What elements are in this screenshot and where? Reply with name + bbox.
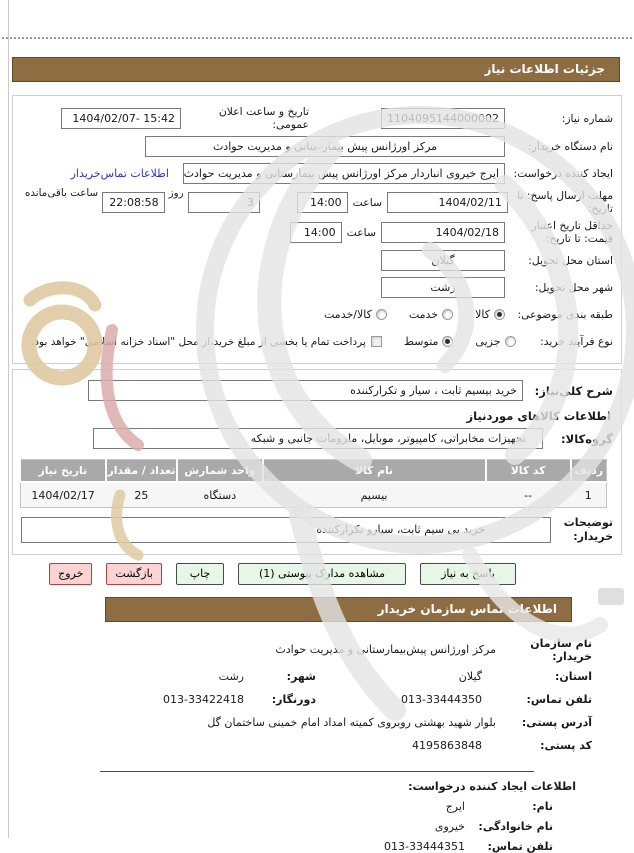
postal-code-value	[316, 739, 496, 752]
need-number-field[interactable]	[381, 108, 505, 129]
row-need-number	[21, 105, 613, 132]
goods-table	[19, 459, 607, 508]
process-option-medium[interactable]	[404, 335, 454, 348]
radio-goods-label: کالا	[475, 308, 490, 322]
need-number-label: شماره نیاز:	[561, 111, 613, 125]
row-first-name	[10, 800, 553, 813]
row-goods-group	[21, 427, 613, 451]
need-description-label: شرح کلی‌نیاز:	[534, 383, 613, 398]
header-item-name: نام کالا	[263, 459, 486, 482]
print-button[interactable]: چاپ	[176, 563, 224, 585]
first-name-value: ایرج	[445, 799, 465, 813]
buyer-contact-section	[0, 622, 634, 762]
row-request-creator	[21, 162, 613, 186]
classification-option-goods-service[interactable]	[324, 308, 387, 321]
row-postal-code	[10, 737, 592, 755]
request-creator-section	[0, 780, 634, 853]
reply-deadline-hour-value: 14:00	[309, 195, 342, 209]
header-quantity: تعداد / مقدار	[106, 459, 177, 482]
row-province-city	[10, 668, 592, 686]
goods-info-panel	[12, 369, 622, 555]
last-name-label: نام خانوادگی:	[478, 819, 553, 833]
reply-deadline-hour-field[interactable]	[297, 192, 348, 213]
reply-deadline-hour-label: ساعت	[352, 195, 383, 209]
goods-table-header-row	[20, 459, 607, 482]
first-name-label: نام:	[532, 799, 553, 813]
header-count-unit: واحد شمارش	[177, 459, 262, 482]
org-name-label: نام سازمان خریدار:	[530, 636, 592, 663]
exit-button[interactable]: خروج	[49, 563, 92, 585]
header-item-code: کد کالا	[486, 459, 571, 482]
price-validity-date-field[interactable]	[381, 222, 505, 243]
back-button[interactable]: بازگشت	[106, 563, 162, 585]
buyer-device-field[interactable]: مرکز اورژانس پیش بیمارستانی و مدیریت حوادث	[145, 136, 505, 157]
goods-group-field[interactable]: تجهیزات مخابراتی، کامپیوتر، موبایل، ملزومات جانبی و شبکه	[93, 428, 543, 449]
treasury-checkbox-icon[interactable]	[371, 336, 382, 347]
buyer-contact-header-title: اطلاعات تماس سازمان خریدار	[377, 601, 557, 616]
reply-deadline-date-value: 1404/02/11	[438, 195, 502, 209]
treasury-checkbox-label: پرداخت تمام یا بخشی از مبلغ خرید،از محل "اسناد خزانه اسلامی" خواهد بود.	[31, 335, 366, 348]
need-details-header-title: جزئیات اطلاعات نیاز	[484, 62, 605, 76]
contact-city-label: شهر:	[286, 670, 316, 683]
view-attachments-button[interactable]: مشاهده مدارک پیوستی (1)	[238, 563, 406, 585]
announce-datetime-value: 1404/02/07- 15:42	[72, 111, 175, 125]
radio-service-label: خدمت	[408, 308, 439, 322]
cell-row-number: 1	[571, 482, 607, 507]
row-postal-address	[10, 714, 592, 732]
cell-count-unit: دستگاه	[177, 482, 262, 507]
creator-phone-number: 013-33444351	[384, 839, 465, 853]
radio-goods-service-label: کالا/خدمت	[324, 308, 372, 322]
cell-need-date-value: 1404/02/17	[31, 488, 95, 502]
need-info-panel	[12, 95, 622, 364]
row-delivery-city	[21, 276, 613, 300]
radio-minor-label: جزیی	[475, 335, 501, 349]
row-process-type	[21, 330, 613, 354]
contact-fax-value	[136, 693, 256, 706]
contact-phone-label: تلفن تماس:	[526, 693, 592, 706]
reply-deadline-label: مهلت ارسال پاسخ: تا تاریخ:	[517, 188, 613, 216]
classification-label: طبقه بندی موضوعی:	[517, 308, 613, 322]
announce-datetime-field[interactable]	[61, 108, 181, 129]
goods-group-label: گروه‌کالا:	[561, 431, 613, 446]
contact-city-value: رشت	[218, 670, 244, 683]
row-phone-fax	[10, 691, 592, 709]
contact-phone-value	[316, 693, 496, 706]
cell-item-code: --	[486, 482, 571, 507]
row-last-name	[10, 820, 553, 833]
row-org-name	[10, 637, 592, 663]
delivery-city-label: شهر محل تحویل:	[534, 281, 613, 295]
table-row	[20, 482, 607, 507]
row-delivery-province	[21, 249, 613, 273]
contact-phone-number: 013-33444350	[401, 693, 482, 706]
creator-phone-value	[384, 840, 473, 853]
price-validity-hour-value: 14:00	[303, 225, 336, 239]
row-price-validity	[21, 219, 613, 246]
buyer-contact-header	[105, 597, 572, 622]
radio-goods-service-icon[interactable]	[376, 309, 387, 320]
radio-medium-label: متوسط	[403, 335, 439, 349]
reply-to-need-button[interactable]: پاسخ به نیاز	[420, 563, 516, 585]
treasury-checkbox-option[interactable]	[31, 336, 382, 348]
cell-item-name: بیسیم	[263, 482, 486, 507]
delivery-province-field[interactable]: گیلان	[381, 250, 505, 271]
radio-medium-icon[interactable]	[442, 336, 453, 347]
radio-goods-icon[interactable]	[494, 309, 505, 320]
contact-fax-label: دورنگار:	[271, 693, 316, 706]
remaining-days-value: 3	[246, 195, 254, 209]
row-creator-phone	[10, 840, 553, 853]
classification-option-goods[interactable]	[475, 308, 505, 321]
buyer-comment-label: توضیحات خریدار:	[563, 515, 613, 544]
creator-section-heading: اطلاعات ایجاد کننده درخواست:	[408, 779, 576, 793]
section-divider	[100, 771, 534, 772]
postal-address-value: بلوار شهید بهشتی روبروی کمیته امداد امام خمینی ساختمان گل	[207, 716, 496, 729]
cell-need-date	[20, 482, 106, 507]
delivery-city-field[interactable]: رشت	[381, 277, 505, 298]
price-validity-label: حداقل تاریخ اعتبار قیمت: تا تاریخ:	[531, 218, 613, 246]
process-option-minor[interactable]	[475, 335, 515, 348]
postal-address-label: آدرس پستی:	[521, 716, 592, 729]
remaining-hours-label: ساعت باقی‌مانده	[25, 186, 99, 199]
buyer-device-label: نام دستگاه خریدار:	[527, 140, 613, 154]
remaining-days-field[interactable]	[188, 192, 260, 213]
contact-province-label: استان:	[555, 670, 592, 683]
goods-section-heading: اطلاعات کالاهای موردنیاز	[466, 408, 611, 423]
request-creator-label: ایجاد کننده درخواست:	[513, 167, 613, 181]
remaining-hours-value: 22:08:58	[109, 195, 159, 209]
buyer-contact-link[interactable]: اطلاعات تماس‌خریدار	[70, 167, 169, 181]
price-validity-hour-field[interactable]	[290, 222, 342, 243]
row-buyer-comment	[21, 516, 613, 545]
radio-minor-icon[interactable]	[505, 336, 516, 347]
row-classification	[21, 303, 613, 327]
need-details-header	[12, 57, 620, 82]
need-number-value: 1104095144000002	[387, 111, 499, 125]
delivery-province-label: استان محل تحویل:	[528, 254, 613, 268]
request-creator-field[interactable]: ایرج خیروی انباردار مرکز اورژانس پیش بیمارستانی و مدیریت حوادث	[183, 163, 505, 184]
announce-datetime-label: تاریخ و ساعت اعلان عمومی:	[218, 105, 309, 132]
action-buttons	[0, 563, 516, 585]
row-reply-deadline	[21, 186, 613, 216]
org-name-value: مرکز اورژانس پیش‌بیمارستانی و مدیریت حوادث	[275, 643, 496, 656]
row-need-description	[21, 379, 613, 403]
creator-phone-label: تلفن تماس:	[487, 839, 553, 853]
contact-province-value: گیلان	[458, 670, 482, 683]
header-row-number: ردیف	[571, 459, 607, 482]
price-validity-date-value: 1404/02/18	[435, 225, 499, 239]
radio-service-icon[interactable]	[442, 309, 453, 320]
reply-deadline-date-field[interactable]	[387, 192, 508, 213]
header-need-date: تاریخ نیاز	[20, 459, 106, 482]
process-type-label: نوع فرآیند خرید:	[540, 335, 613, 349]
postal-code-number: 4195863848	[412, 739, 482, 752]
row-buyer-device	[21, 135, 613, 159]
need-description-field[interactable]: خرید بیسیم ثابت ، سیار و تکرارکننده	[88, 380, 523, 401]
remaining-hours-field[interactable]	[102, 192, 165, 213]
buyer-comment-field[interactable]: خرید بی سیم ثابت، سیارو تکرارکننده	[21, 517, 551, 543]
price-validity-hour-label: ساعت	[346, 225, 376, 239]
cell-quantity: 25	[106, 482, 177, 507]
postal-code-label: کد پستی:	[540, 739, 592, 752]
last-name-value: خیروی	[434, 819, 465, 833]
remaining-days-label: روز	[168, 186, 184, 199]
contact-fax-number: 013-33422418	[163, 693, 244, 706]
classification-option-service[interactable]	[409, 308, 453, 321]
